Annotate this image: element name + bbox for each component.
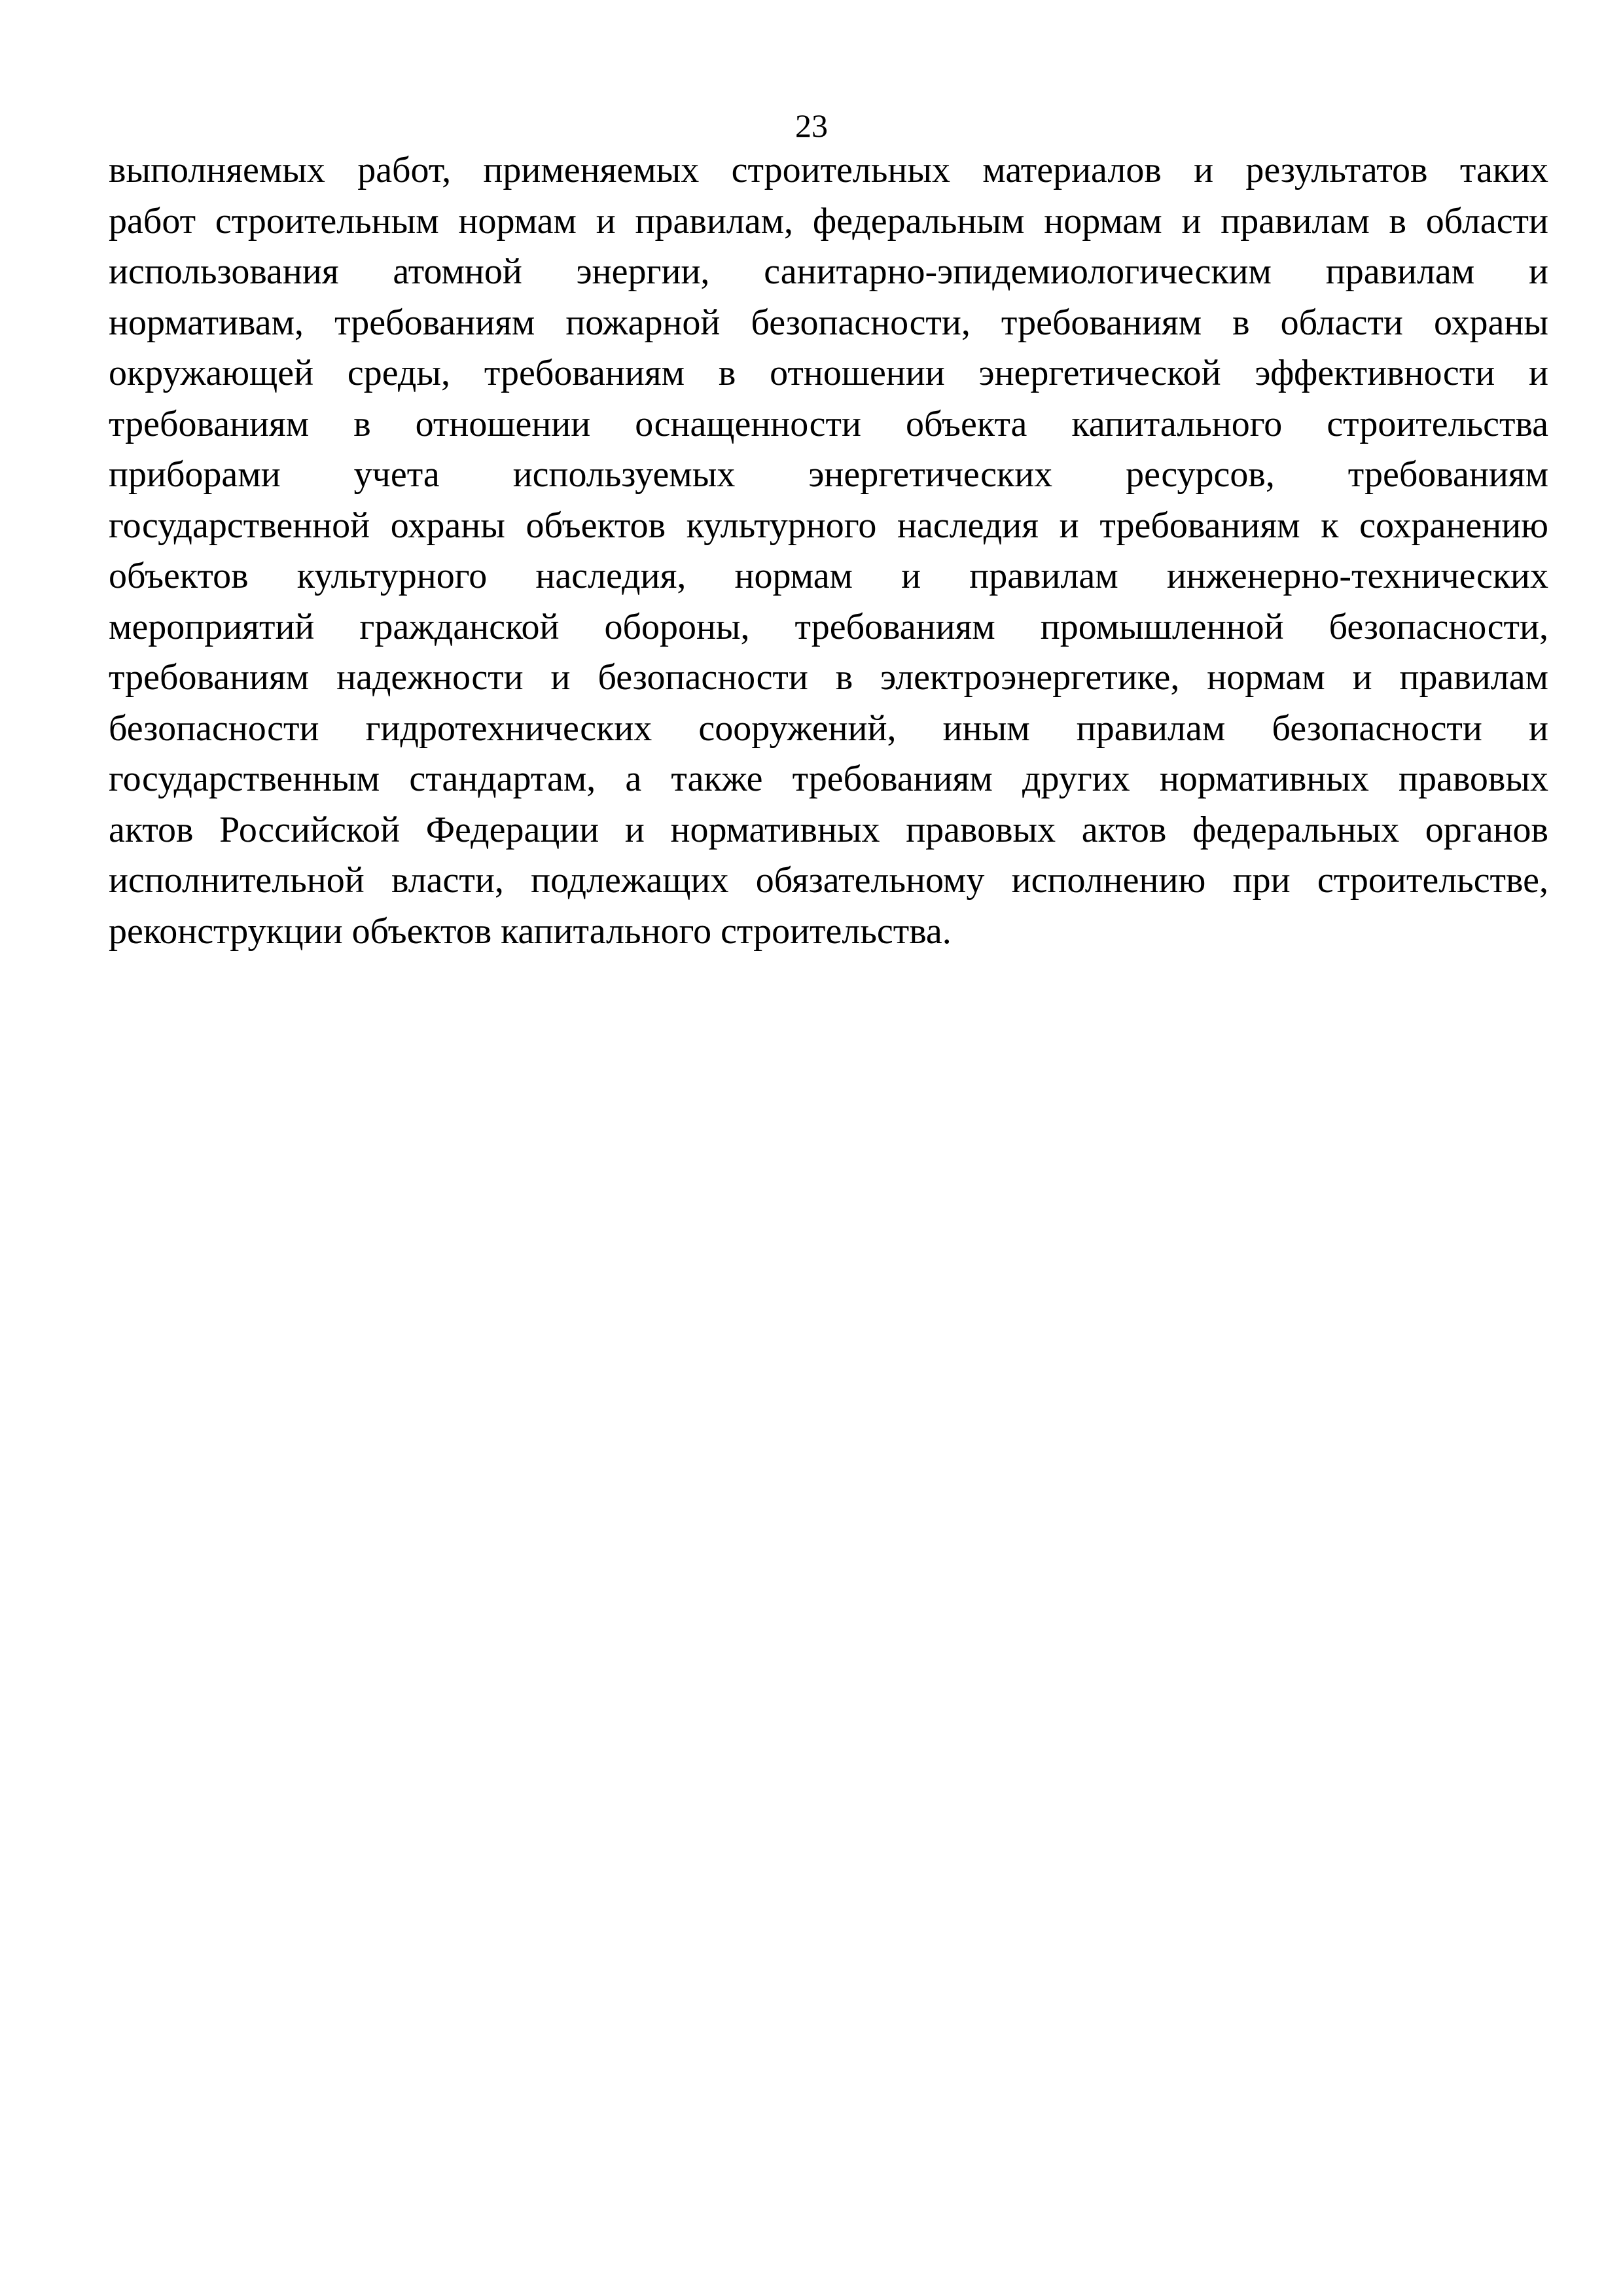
text-line: нормативам, требованиям пожарной безопасности, требованиям в области охраны — [109, 302, 1548, 343]
text-line: актов Российской Федерации и нормативных правовых актов федеральных органов — [109, 809, 1548, 850]
text-line: требованиям в отношении оснащенности объекта капитального строительства — [109, 403, 1548, 444]
text-line: выполняемых работ, применяемых строительных материалов и результатов таких — [109, 150, 1548, 190]
text-line: использования атомной энергии, санитарно-эпидемиологическим правилам и — [109, 251, 1548, 292]
text-line: исполнительной власти, подлежащих обязательному исполнению при строительстве, — [109, 860, 1548, 901]
body-paragraph — [109, 145, 1548, 957]
text-line: приборами учета используемых энергетических ресурсов, требованиям — [109, 454, 1548, 495]
text-line: государственным стандартам, а также требованиям других нормативных правовых — [109, 759, 1548, 799]
text-line: окружающей среды, требованиям в отношении энергетической эффективности и — [109, 353, 1548, 393]
text-line: мероприятий гражданской обороны, требованиям промышленной безопасности, — [109, 606, 1548, 647]
text-line: безопасности гидротехнических сооружений, иным правилам безопасности и — [109, 708, 1548, 749]
text-line: работ строительным нормам и правилам, федеральным нормам и правилам в области — [109, 200, 1548, 242]
text-line: требованиям надежности и безопасности в электроэнергетике, нормам и правилам — [109, 657, 1548, 698]
text-line: государственной охраны объектов культурного наследия и требованиям к сохранению — [109, 505, 1548, 546]
text-line: объектов культурного наследия, нормам и правилам инженерно-технических — [109, 556, 1548, 596]
page-number: 23 — [795, 107, 828, 144]
text-line-last: реконструкции объектов капитального строительства. — [109, 910, 952, 952]
